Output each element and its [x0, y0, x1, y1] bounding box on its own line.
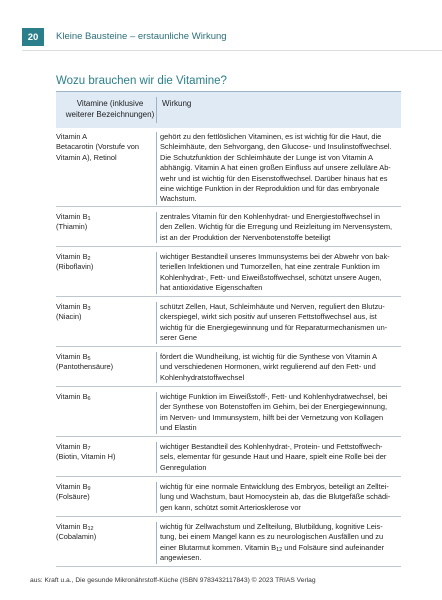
effect-line: tung, bei einem Mangel kann es zu neurologischen Ausfällen und zu: [160, 532, 384, 542]
column-divider: [156, 97, 157, 123]
effect-cell: [160, 482, 400, 513]
vitamin-cell: [56, 302, 152, 323]
effect-cell: [160, 252, 400, 294]
vitamin-alt-name: (Cobalamin): [56, 532, 97, 542]
running-header-title: Kleine Bausteine – erstaunliche Wirkung: [56, 31, 227, 42]
table-row: [56, 207, 401, 247]
vitamin-line: Vitamin A: [56, 132, 88, 141]
vitamin-cell: [56, 482, 152, 503]
column-header-wirkung: Wirkung: [162, 99, 192, 108]
effect-line: und Elastin: [160, 423, 197, 433]
page-number: 20: [22, 28, 44, 46]
effect-line: angewiesen.: [160, 553, 202, 563]
effect-line: abhängig. Vitamin A hat einen großen Einfluss auf unsere zelluläre Ab-: [160, 163, 391, 173]
vitamin-alt-name: (Niacin): [56, 312, 82, 322]
vitamin-cell: [56, 132, 152, 163]
effect-line: gen kann, schützt somit Arteriosklerose vor: [160, 502, 301, 512]
vitamin-line: Vitamin $B_7$: [56, 442, 91, 452]
effect-cell: [160, 522, 400, 564]
effect-line: der Synthese von Botenstoffen im Gehirn, bei der Energiegewinnung,: [160, 402, 388, 412]
effect-line: gehört zu den fettlöslichen Vitaminen, es ist wichtig für die Haut, die: [160, 132, 382, 141]
effect-line: teriellen Infektionen und Tumorzellen, hat eine zentrale Funktion im: [160, 262, 380, 272]
vitamin-line: Vitamin A), Retinol: [56, 152, 117, 162]
effect-line: Schleimhäute, den Sehvorgang, den Glucose- und Insulinstoffwechsel.: [160, 142, 392, 152]
vitamin-line: Vitamin $B_{12}$: [56, 522, 94, 532]
effect-cell: [160, 352, 400, 383]
vitamin-subscript: 1: [87, 216, 91, 222]
table-row: [56, 387, 401, 437]
effect-cell: [160, 132, 400, 205]
vitamin-cell: [56, 392, 152, 402]
vitamin-line: Vitamin $B_9$: [56, 482, 91, 492]
source-credit: aus: Kraft u.a., Die gesunde Mikronährstoff-Küche (ISBN 9783432117843) © 2023 TRIAS Verlag: [30, 577, 316, 584]
table-row: [56, 477, 401, 517]
effect-line: im Nerven- und Immunsystem, hilft bei der Vernetzung von Kollagen: [160, 412, 384, 422]
table-header: [56, 91, 401, 128]
effect-line: serer Gene: [160, 333, 197, 343]
vitamin-cell: [56, 252, 152, 273]
vitamin-subscript: 12: [276, 546, 283, 553]
table-row: [56, 127, 401, 207]
section-title: Wozu brauchen wir die Vitamine?: [56, 75, 227, 87]
effect-cell: [160, 392, 400, 434]
effect-line: Wachstum.: [160, 194, 197, 204]
vitamin-subscript: 2: [87, 256, 91, 262]
effect-cell: [160, 212, 400, 243]
table-row: [56, 437, 401, 477]
vitamin-alt-name: (Riboflavin): [56, 262, 94, 272]
effect-line: zentrales Vitamin für den Kohlenhydrat- und Energiestoffwechsel in: [160, 212, 380, 221]
vitamin-subscript: 3: [87, 306, 91, 312]
effect-line: Kohlenhydratstoffwechsel: [160, 372, 245, 382]
header-divider: [22, 50, 442, 51]
vitamin-line: Vitamin $B_1$: [56, 212, 91, 222]
effect-line: Die Schutzfunktion der Schleimhäute der Lunge ist von Vitamin A: [160, 152, 374, 162]
effect-cell: [160, 302, 400, 344]
vitamin-line: Vitamin $B_5$: [56, 352, 91, 362]
effect-line: ist an der Produktion der Nervenbotenstoffe beteiligt: [160, 232, 331, 242]
vitamin-table-body: [56, 127, 401, 567]
effect-line: wichtige Funktion im Eiweißstoff-, Fett- und Kohlenhydratwechsel, bei: [160, 392, 388, 401]
vitamin-cell: [56, 522, 152, 543]
table-row: [56, 247, 401, 297]
vitamin-line: Vitamin $B_3$: [56, 302, 91, 312]
vitamin-alt-name: (Folsäure): [56, 492, 90, 502]
table-row: [56, 297, 401, 347]
effect-line: Genregulation: [160, 462, 207, 472]
vitamin-subscript: 7: [87, 446, 91, 452]
vitamin-subscript: 9: [87, 486, 91, 492]
effect-cell: [160, 442, 400, 473]
vitamin-cell: [56, 212, 152, 233]
vitamin-subscript: 6: [87, 396, 91, 402]
effect-line: schützt Zellen, Haut, Schleimhäute und Nerven, reguliert den Blutzu-: [160, 302, 385, 311]
table-row: [56, 347, 401, 387]
effect-line: wichtig für Zellwachstum und Zellteilung, Blutbildung, kognitive Leis-: [160, 522, 383, 531]
vitamin-subscript: 12: [87, 526, 94, 532]
vitamin-line: Vitamin $B_2$: [56, 252, 91, 262]
vitamin-line: Betacarotin (Vorstufe von: [56, 142, 139, 152]
vitamin-subscript: 5: [87, 356, 91, 362]
vitamin-alt-name: (Biotin, Vitamin H): [56, 452, 116, 462]
effect-line: den Zellen. Wichtig für die Erregung und Reizleitung im Nervensystem,: [160, 222, 393, 232]
effect-line: eine wichtige Funktion in der Reproduktion und für das embryonale: [160, 184, 380, 194]
effect-line: ckerspiegel, wirkt sich positiv auf unseren Fettstoffwechsel aus, ist: [160, 312, 377, 322]
table-row: [56, 517, 401, 567]
vitamin-cell: [56, 442, 152, 463]
effect-line: lung und Wachstum, baut Homocystein ab, das die Blutgefäße schädi-: [160, 492, 391, 502]
effect-line: wichtiger Bestandteil des Kohlenhydrat-, Protein- und Fettstoffwech-: [160, 442, 383, 451]
vitamin-alt-name: (Thiamin): [56, 222, 88, 232]
effect-line: wichtiger Bestandteil unseres Immunsystems bei der Abwehr von bak-: [160, 252, 390, 261]
effect-line: sels, elementar für gesunde Haut und Haare, spielt eine Rolle bei der: [160, 452, 387, 462]
vitamin-alt-name: (Pantothensäure): [56, 362, 114, 372]
effect-line: fördert die Wundheilung, ist wichtig für die Synthese von Vitamin A: [160, 352, 378, 361]
effect-line: und verschiedenen Hormonen, wirkt regulierend auf den Fett- und: [160, 362, 376, 372]
effect-line: einer Blutarmut kommen. Vitamin $B_{12}$ und Folsäure sind aufeinander: [160, 542, 385, 553]
vitamin-line: Vitamin $B_6$: [56, 392, 91, 402]
effect-line: Kohlenhydrat-, Fett- und Eiweißstoffwechsel, schützt unsere Augen,: [160, 272, 382, 282]
column-header-vitamine: Vitamine (inklusive weiterer Bezeichnungen): [65, 99, 155, 119]
effect-line: wichtig für eine normale Entwicklung des Embryos, beteiligt an Zelltei-: [160, 482, 389, 491]
vitamin-cell: [56, 352, 152, 373]
effect-line: wichtig für die Energiegewinnung und für Reparaturmechanismen un-: [160, 322, 388, 332]
effect-line: hat antioxidative Eigenschaften: [160, 283, 263, 293]
effect-line: wehr und ist wichtig für den Eisenstoffwechsel. Darüber hinaus hat es: [160, 173, 388, 183]
